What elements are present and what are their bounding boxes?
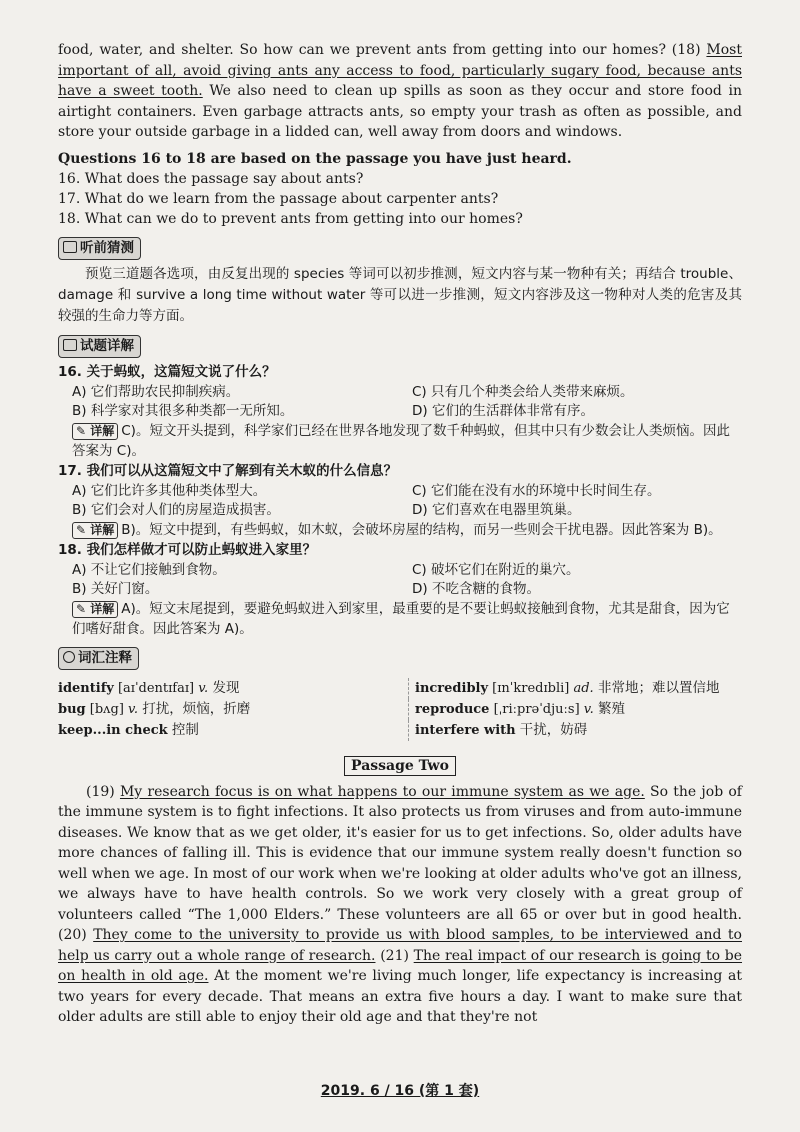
prelisten-text: 预览三道题各选项，由反复出现的 species 等词可以初步推测，短文内容与某一物种有关；再结合 trouble、damage 和 survive a long time without water 等可以进一步推测，短文内容涉及这一物种对人类的危害及其较强的生命力等方面。 [58, 265, 742, 324]
page-content [58, 40, 742, 1028]
vocab-item: keep...in check 控制 [58, 721, 199, 738]
option-a: A) 它们帮助农民抑制疾病。 [72, 383, 240, 400]
explanation-q17: ✎ 详解 B)。短文中提到，有些蚂蚁，如木蚁，会破坏房屋的结构，而另一些则会干扰电器。因此答案为 B)。 [58, 520, 742, 540]
passage-one-ending: food, water, and shelter. So how can we prevent ants from getting into our homes? (18) Most important of all, avoid giving ants any access to food, particularly sugary food, because ants have a sweet tooth. We also need to clean up spills as soon as they occur and store food in airtight containers. Even garbage attracts ants, so empty your trash as often as possible, and store your outside garbage in a lidded can, well away from doors and windows. [58, 42, 742, 140]
option-a: A) 它们比许多其他种类体型大。 [72, 482, 267, 499]
book-icon [63, 339, 77, 351]
page-footer: 2019. 6 / 16 (第 1 套) [320, 1083, 480, 1099]
underlined-answer-20: They come to the university to provide us with blood samples, to be interviewed and to help us carry out a whole range of research. [58, 927, 742, 964]
options-q17 [58, 482, 742, 520]
passage-two-title: Passage Two [58, 755, 742, 776]
option-c: C) 破坏它们在附近的巢穴。 [412, 561, 580, 578]
option-d: D) 它们喜欢在电器里筑巢。 [412, 501, 581, 518]
vocab-list [58, 678, 742, 741]
underlined-answer-19: My research focus is on what happens to our immune system as we age. [119, 783, 645, 800]
vocab-tag: 词汇注释 [58, 647, 139, 670]
detail-q18: 18. 我们怎样做才可以防止蚂蚁进入家里？ [58, 541, 317, 558]
explanation-badge: ✎ 详解 [72, 522, 118, 539]
vocab-item: incredibly [ɪnˈkredɪbli] ad. 非常地；难以置信地 [408, 678, 742, 699]
option-c: C) 只有几个种类会给人类带来麻烦。 [412, 383, 634, 400]
option-b: B) 科学家对其很多种类都一无所知。 [72, 402, 294, 419]
underlined-answer-18: Most important of all, avoid giving ants any access to food, particularly sugary food, because ants have a sweet tooth. [58, 42, 742, 99]
option-b: B) 关好门窗。 [72, 580, 159, 597]
vocab-item: interfere with 干扰，妨碍 [408, 720, 742, 741]
option-a: A) 不让它们接触到食物。 [72, 561, 226, 578]
explanation-q16: ✎ 详解 C)。短文开头提到，科学家们已经在世界各地发现了数千种蚂蚁，但其中只有少数会让人类烦恼。因此答案为 C)。 [72, 422, 730, 459]
detail-q17: 17. 我们可以从这篇短文中了解到有关木蚁的什么信息？ [58, 462, 398, 479]
question-17: 17. What do we learn from the passage about carpenter ants? [58, 190, 499, 207]
explanation-q18: ✎ 详解 A)。短文末尾提到，要避免蚂蚁进入到家里，最重要的是不要让蚂蚁接触到食物，尤其是甜食，因为它们嗜好甜食。因此答案为 A)。 [72, 600, 730, 637]
prelisten-tag: 听前猜测 [58, 237, 141, 260]
clock-icon [63, 651, 75, 663]
options-q16 [58, 383, 742, 421]
vocab-item: reproduce [ˌriːprəˈdjuːs] v. 繁殖 [408, 699, 742, 720]
question-18: 18. What can we do to prevent ants from getting into our homes? [58, 210, 523, 227]
vocab-item: bug [bʌg] v. 打扰，烦恼，折磨 [58, 700, 251, 717]
explanation-badge: ✎ 详解 [72, 423, 118, 440]
questions-heading: Questions 16 to 18 are based on the passage you have just heard. [58, 150, 572, 167]
option-c: C) 它们能在没有水的环境中长时间生存。 [412, 482, 661, 499]
option-d: D) 不吃含糖的食物。 [412, 580, 540, 597]
question-16: 16. What does the passage say about ants? [58, 170, 364, 187]
detail-q16: 16. 关于蚂蚁，这篇短文说了什么？ [58, 363, 276, 380]
option-d: D) 它们的生活群体非常有序。 [412, 402, 594, 419]
explanation-badge: ✎ 详解 [72, 601, 118, 618]
detail-tag: 试题详解 [58, 335, 141, 358]
option-b: B) 它们会对人们的房屋造成损害。 [72, 501, 280, 518]
options-q18 [58, 561, 742, 599]
underlined-answer-21: The real impact of our research is going to be on health in old age. [58, 947, 743, 984]
vocab-item: identify [aɪˈdentɪfaɪ] v. 发现 [58, 679, 240, 696]
book-icon [63, 241, 77, 253]
passage-two-text: (19) My research focus is on what happens to our immune system as we age. So the job of the immune system is to fight infections. It also protects us from viruses and from auto-immune diseases. We know that as we get older, it's easier for us to get infections. So, older adults have more chances of falling ill. This is evidence that our immune system really doesn't function so well when we age. In most of our work when we're looking at older adults who've got an illness, we always have to have health controls. So we work very closely with a great group of volunteers called “The 1,000 Elders.” These volunteers are all 65 or over but in good health. (20) They come to the university to provide us with blood samples, to be interviewed and to help us carry out a whole range of research. (21) The real impact of our research is going to be on health in old age. At the moment we're living much longer, life expectancy is increasing at two years for every decade. That means an extra five hours a day. I want to make sure that older adults are still able to enjoy their old age and that they're not [58, 783, 743, 1025]
